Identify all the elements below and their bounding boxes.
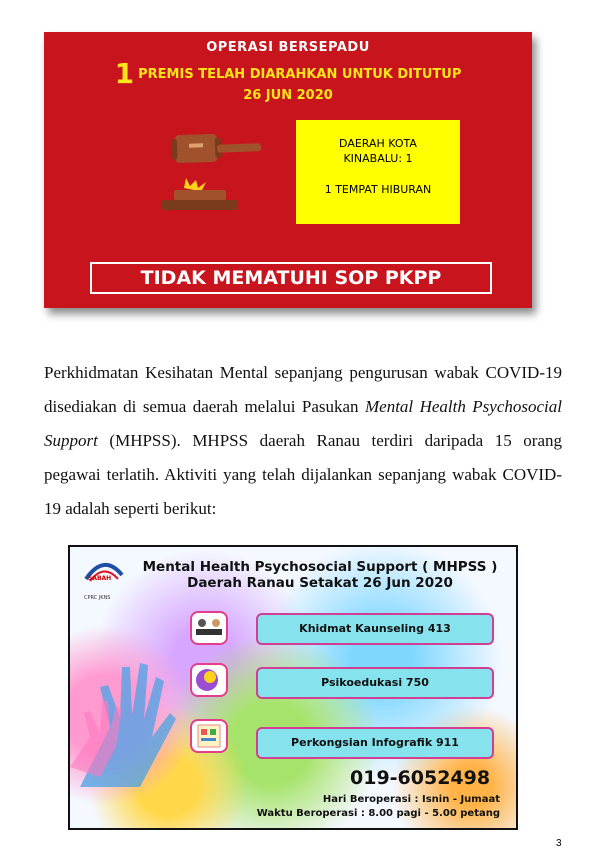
operasi-banner <box>44 32 532 308</box>
poster-title-line1: Mental Health Psychosocial Support ( MHPSS ) <box>142 559 498 575</box>
counseling-icon <box>190 611 228 645</box>
poster-title-line2: Daerah Ranau Setakat 26 Jun 2020 <box>187 575 453 591</box>
district-line2: KINABALU: 1 <box>343 152 413 165</box>
logo-text: SABAH <box>88 575 112 582</box>
body-paragraph <box>44 356 562 526</box>
page-number: 3 <box>556 838 562 849</box>
paragraph-part-3: (MHPSS). MHPSS daerah Ranau terdiri daripada 15 orang pegawai terlatih. Aktiviti yang telah dijalankan sepanjang wabak COVID-19 adalah seperti berikut: <box>44 431 562 518</box>
infographic-icon <box>190 719 228 753</box>
banner-subtitle: PREMIS TELAH DIARAHKAN UNTUK DITUTUP <box>138 67 462 82</box>
banner-date: 26 JUN 2020 <box>243 88 333 103</box>
venue-line: 1 TEMPAT HIBURAN <box>324 183 432 196</box>
psychoeducation-pill: Psikoedukasi 750 <box>256 667 494 699</box>
hotline-number: 019-6052498 <box>350 767 491 789</box>
district-box <box>296 120 460 224</box>
operating-days: Hari Beroperasi : Isnin - Jumaat <box>322 794 500 805</box>
logo-subtext: CPRC JKNS <box>84 595 111 601</box>
operating-time: Waktu Beroperasi : 8.00 pagi - 5.00 petang <box>256 808 500 819</box>
infographic-pill: Perkongsian Infografik 911 <box>256 727 494 759</box>
premise-count: 1 <box>114 57 135 90</box>
head-emoji-icon <box>190 663 228 697</box>
paragraph-italic: Mental Health Psychosocial Support <box>44 397 562 450</box>
operating-hours <box>190 793 500 821</box>
gavel-icon <box>156 128 264 218</box>
banner-title: OPERASI BERSEPADU <box>206 40 370 55</box>
paragraph-part-1: Perkhidmatan Kesihatan Mental sepanjang pengurusan wabak COVID-19 disediakan di semua daerah melalui Pasukan <box>44 363 562 416</box>
sop-violation-label: TIDAK MEMATUHI SOP PKPP <box>90 262 492 294</box>
banner-headline <box>44 40 532 103</box>
counseling-pill: Khidmat Kaunseling 413 <box>256 613 494 645</box>
mhpss-poster <box>68 545 518 830</box>
district-line1: DAERAH KOTA <box>339 137 417 150</box>
poster-title <box>110 559 518 591</box>
hands-illustration-icon <box>70 617 210 807</box>
